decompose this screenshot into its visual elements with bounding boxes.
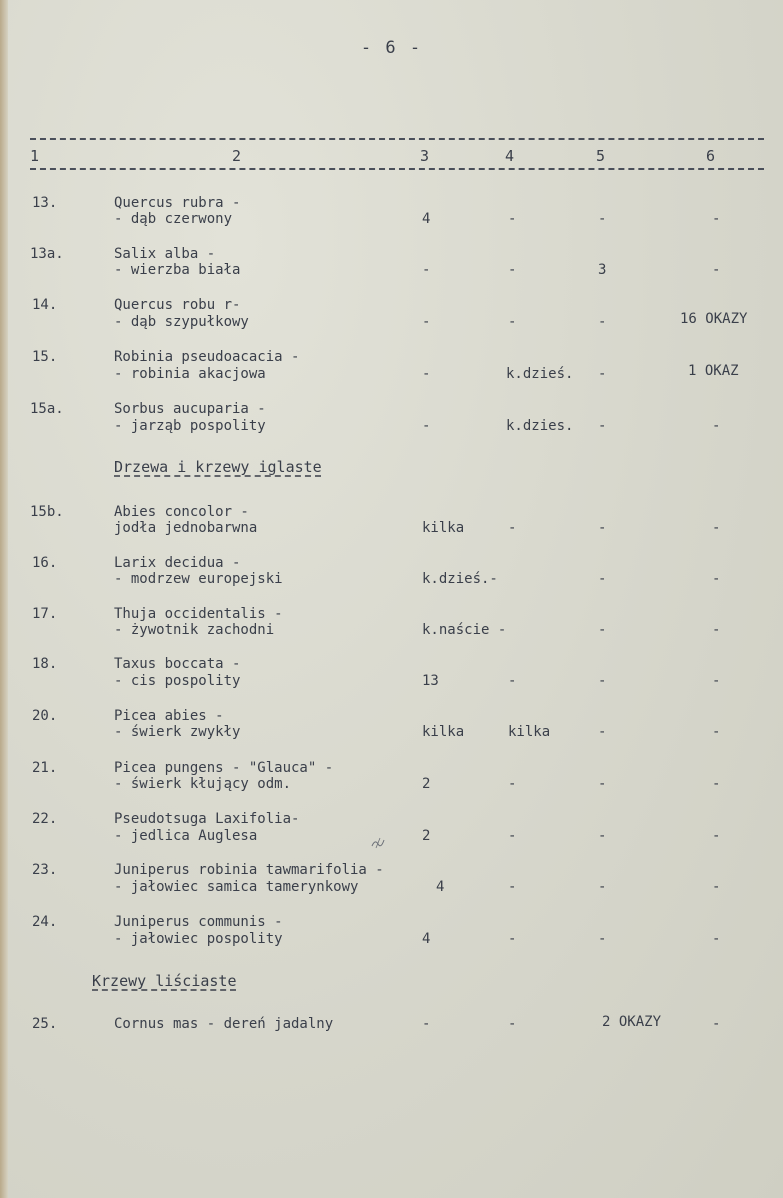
cell-col-5: - [598, 314, 607, 330]
cell-col-5: - [598, 673, 607, 689]
ink-mark-icon [370, 836, 386, 850]
cell-col-6: - [712, 828, 721, 844]
table-top-rule [30, 138, 764, 140]
cell-col-6: 16 OKAZY [680, 311, 748, 327]
cell-col-3: kilka [422, 724, 465, 740]
species-latin: Taxus boccata - [114, 656, 241, 672]
row-number: 21. [32, 760, 58, 776]
cell-col-3: k.dzieś.- [422, 571, 498, 587]
species-polish: - żywotnik zachodni [114, 622, 275, 638]
species-polish: - jarząb pospolity [114, 418, 266, 434]
cell-col-3: 13 [422, 673, 439, 689]
cell-col-4: k.dzieś. [506, 366, 574, 382]
row-number: 15b. [30, 504, 64, 520]
cell-col-6: - [712, 931, 721, 947]
species-latin: Quercus rubra - [114, 195, 241, 211]
header-col-6: 6 [706, 147, 716, 165]
cell-col-5: - [598, 622, 607, 638]
cell-col-5: 2 OKAZY [602, 1014, 662, 1030]
species-polish: - jedlica Auglesa [114, 828, 258, 844]
species-polish: - wierzba biała [114, 262, 241, 278]
species-polish: jodła jednobarwna [114, 520, 258, 536]
cell-col-3: - [422, 366, 431, 382]
cell-col-3: - [422, 418, 431, 434]
species-latin: Abies concolor - [114, 504, 249, 520]
cell-col-5: - [598, 724, 607, 740]
row-number: 18. [32, 656, 58, 672]
species-polish: - dąb szypułkowy [114, 314, 249, 330]
cell-col-4: - [508, 1016, 517, 1032]
species-polish: - świerk zwykły [114, 724, 241, 740]
cell-col-3: 4 [422, 211, 431, 227]
species-latin: Picea pungens - "Glauca" - [114, 760, 334, 776]
species-polish: - jałowiec pospolity [114, 931, 283, 947]
section-heading-deciduous-shrubs: Krzewy liściaste [92, 972, 237, 990]
row-number: 20. [32, 708, 58, 724]
cell-col-6: - [712, 724, 721, 740]
cell-col-4: - [508, 262, 517, 278]
cell-col-3: kilka [422, 520, 465, 536]
species-latin: Larix decidua - [114, 555, 241, 571]
cell-col-5: - [598, 211, 607, 227]
species-polish: - jałowiec samica tamerynkowy [114, 879, 359, 895]
cell-col-3: k.naście - [422, 622, 507, 638]
row-number: 22. [32, 811, 58, 827]
cell-col-6: - [712, 571, 721, 587]
cell-col-5: - [598, 418, 607, 434]
species-latin: Robinia pseudoacacia - [114, 349, 300, 365]
species-latin: Thuja occidentalis - [114, 606, 283, 622]
row-number: 16. [32, 555, 58, 571]
cell-col-3: - [422, 314, 431, 330]
species-polish: - dąb czerwony [114, 211, 233, 227]
cell-col-6: - [712, 622, 721, 638]
cell-col-6: - [712, 262, 721, 278]
cell-col-6: 1 OKAZ [688, 363, 739, 379]
species-polish: - modrzew europejski [114, 571, 283, 587]
species-latin: Juniperus robinia tawmarifolia - [114, 862, 384, 878]
cell-col-5: - [598, 828, 607, 844]
cell-col-5: - [598, 571, 607, 587]
header-col-1: 1 [30, 147, 40, 165]
row-number: 15. [32, 349, 58, 365]
page-number: - 6 - [360, 38, 423, 58]
row-number: 17. [32, 606, 58, 622]
cell-col-6: - [712, 1016, 721, 1032]
cell-col-4: - [508, 879, 517, 895]
cell-col-4: k.dzies. [506, 418, 574, 434]
species-latin: Sorbus aucuparia - [114, 401, 266, 417]
cell-col-3: - [422, 1016, 431, 1032]
header-col-5: 5 [596, 147, 606, 165]
cell-col-4: - [508, 520, 517, 536]
cell-col-4: - [508, 673, 517, 689]
cell-col-4: - [508, 776, 517, 792]
species-latin: Juniperus communis - [114, 914, 283, 930]
cell-col-6: - [712, 879, 721, 895]
cell-col-3: 4 [422, 931, 431, 947]
cell-col-4: kilka [508, 724, 551, 740]
row-number: 13. [32, 195, 58, 211]
cell-col-3: 2 [422, 828, 431, 844]
cell-col-5: - [598, 931, 607, 947]
cell-col-3: 4 [436, 879, 445, 895]
cell-col-5: - [598, 776, 607, 792]
cell-col-6: - [712, 520, 721, 536]
row-number: 15a. [30, 401, 64, 417]
header-col-4: 4 [505, 147, 515, 165]
species-polish: - świerk kłujący odm. [114, 776, 292, 792]
species-latin: Salix alba - [114, 246, 216, 262]
paper-edge [0, 0, 8, 1198]
cell-col-4: - [508, 828, 517, 844]
row-number: 14. [32, 297, 58, 313]
cell-col-5: 3 [598, 262, 607, 278]
species-latin: Cornus mas - dereń jadalny [114, 1016, 334, 1032]
row-number: 13a. [30, 246, 64, 262]
row-number: 25. [32, 1016, 58, 1032]
cell-col-3: - [422, 262, 431, 278]
row-number: 24. [32, 914, 58, 930]
cell-col-5: - [598, 520, 607, 536]
cell-col-5: - [598, 879, 607, 895]
cell-col-6: - [712, 673, 721, 689]
cell-col-3: 2 [422, 776, 431, 792]
section-heading-conifers: Drzewa i krzewy iglaste [114, 458, 322, 476]
species-polish: - cis pospolity [114, 673, 241, 689]
header-col-2: 2 [232, 147, 242, 165]
cell-col-4: - [508, 931, 517, 947]
species-latin: Pseudotsuga Laxifolia- [114, 811, 300, 827]
cell-col-6: - [712, 418, 721, 434]
cell-col-6: - [712, 211, 721, 227]
table-header-rule [30, 168, 764, 170]
cell-col-6: - [712, 776, 721, 792]
species-latin: Quercus robu r- [114, 297, 241, 313]
header-col-3: 3 [420, 147, 430, 165]
cell-col-4: - [508, 314, 517, 330]
cell-col-5: - [598, 366, 607, 382]
row-number: 23. [32, 862, 58, 878]
species-latin: Picea abies - [114, 708, 224, 724]
cell-col-4: - [508, 211, 517, 227]
species-polish: - robinia akacjowa [114, 366, 266, 382]
